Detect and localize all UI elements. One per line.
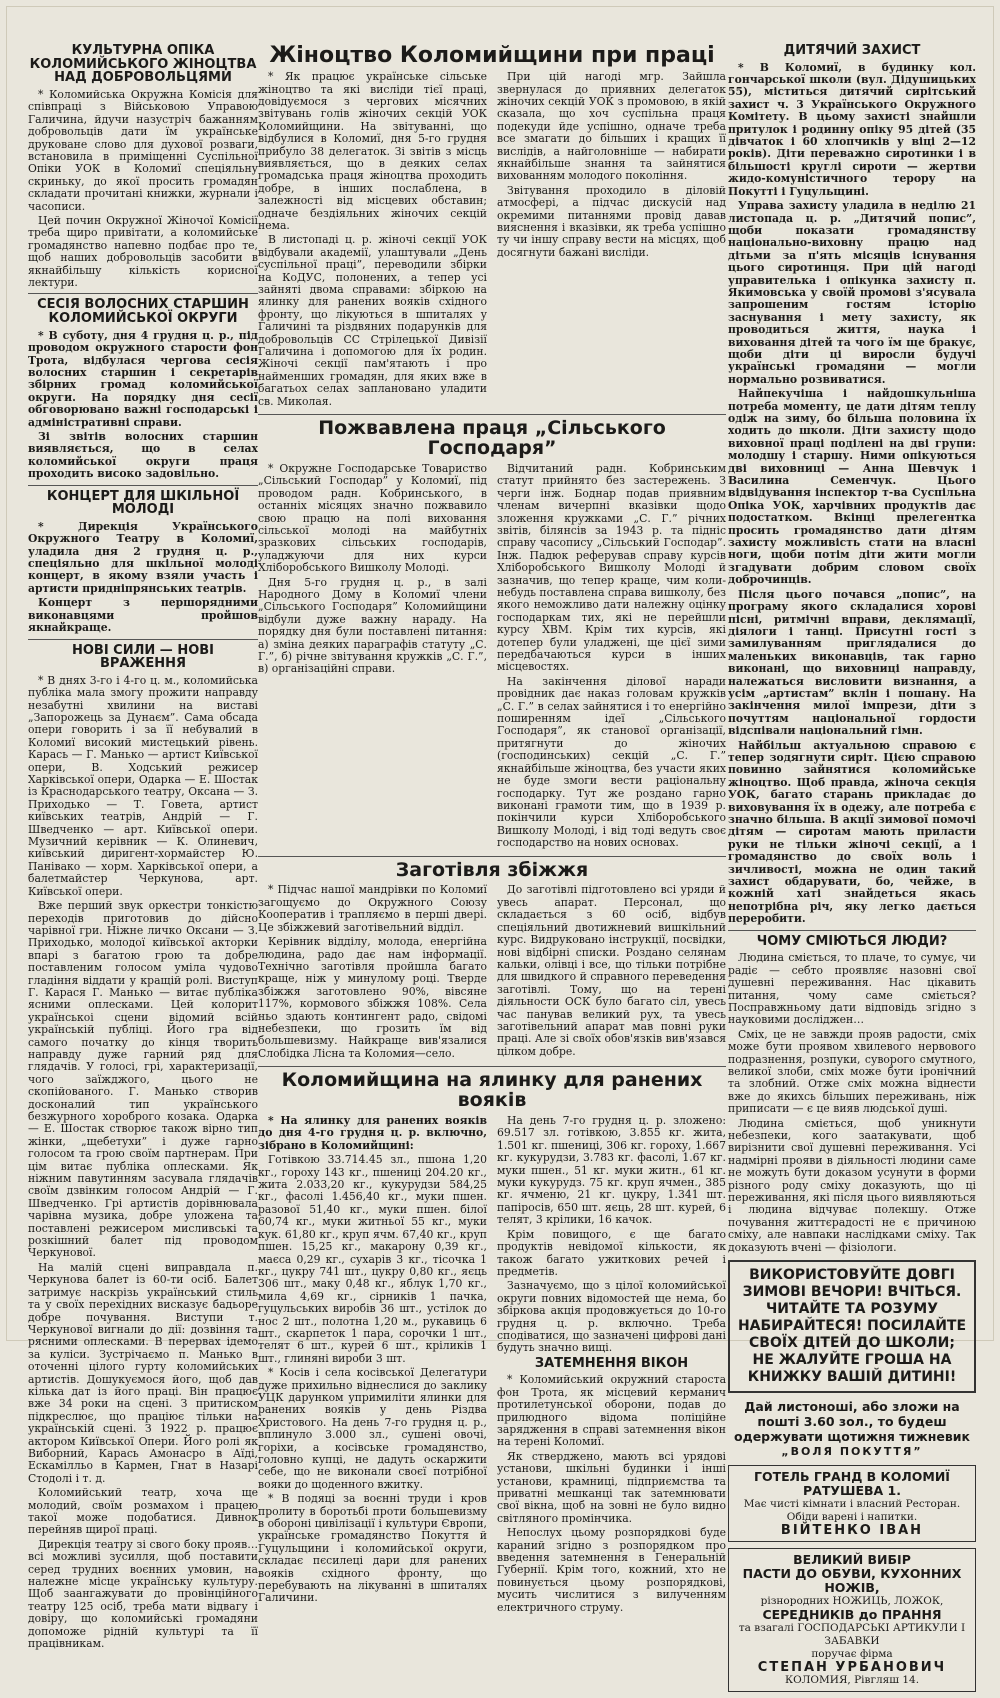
store-ad-line5: та взагалі ГОСПОДАРСЬКІ АРТИКУЛИ І ЗАБАВКИ [738,1622,966,1648]
article-cultural-care [28,89,258,290]
paragraph: * Окружне Господарське Товариство „Сільський Господар” у Коломиї, під проводом радн. Кобринського, в останніх місяцях значно пожвавило свою працю на полі виховання сільської молоді на майбутніх зразкових сільських господарів, уладжуючи для них курси Хліборобського Вишколу Молоді. [258,461,487,575]
article-christmas-tree [258,1115,726,1616]
paragraph: * В днях 3-го і 4-го ц. м., коломийська публіка мала змогу прожити направду незабутні хвилини на виставі „Запорожець за Дунаєм”. Сама обсада опери говорить і за її небувалий в Коломиї високий мистецький рівень. Карась — Г. Манько — артист Київської опери, В. Ходський режисер Харківської опери, Одарка — Е. Шостак із Краснодарського театру, Оксана — З. Приходько — Т. Говета, артист київських театрів, Андрій — Г. Шведченко — арт. Київської опери. Музичний керівник — К. Олиневич, київський диригент-хормайстер Ю. Панівако — хорм. Харківської опери, а балетмайстер Черкунова, арт. Київської опери. [28,673,258,898]
paragraph: Концерт з першорядними виконавцями пройшов якнайкраще. [28,596,258,635]
divider [28,639,258,640]
paragraph: * В суботу, дня 4 грудня ц. р., під проводом окружного старости фон Трота, відбулася чергова сесія волосних старшин і секретарів збірних громад коломийської округи. На порядку дня сесії обговорювано важні господарські і адміністративні справи. [28,328,258,429]
reading-promo-text: ВИКОРИСТОВУЙТЕ ДОВГІ ЗИМОВІ ВЕЧОРИ! ВЧІТЬСЯ. ЧИТАЙТЕ ТА РОЗУМУ НАБИРАЙТЕСЯ! ПОСИЛАЙТЕ СВОЇХ ДІТЕЙ ДО ШКОЛИ; НЕ ЖАЛУЙТЕ ГРОША НА КНИЖКУ ВАШІЙ ДИТИНІ! [737,1267,967,1386]
paragraph: Зі звітів волосних старшин виявляється, що в селах коломийської округи праця проходить високо задовільно. [28,429,258,481]
divider [728,930,976,931]
paragraph: Вже перший звук оркестри тонкістю переходів приготовив до дійсно чарівної гри. Ніжне личко Оксани — З. Приходько, молодої київської акторки впарі з багатою грою та добре поставленим голосом уміла чудово гладіння віддати у кращій ролі. Виступ Г. Карася Г. Манько — витає публіка ясними оплесками. Цей колорит українськоі сцени відомий всій українській публіці. Його гра від самого початку до кінця творить направду дуже гарний ряд для глядачів. У голосі, грі, характеризації, чого заїжджого, цього не скопійованого. Г. Манько створив досконалий тип українського безжурного хороброго козака. Одарка — Е. Шостак створює також вірно тип жінки, „щебетухи” і дуже гарно голосом та грою своїм партнерам. При цім витає публіка оплесками. Як ніжним павутинням засувала глядачів своїм дзвінким голосом Андрій — Г. Шведченко. Грі артистів дорівнювала чарівна музика, добре уложена та поставлені режисером мисливські та розкішний балет під проводом Черкунової. [28,899,258,1260]
article-farmer-work [258,463,726,852]
paragraph: На день 7-го грудня ц. р. зложено: 69.517 зл. готівкою, 3.855 кг. жита, 1.501 кг. пшениці, 306 кг. гороху, 1.667 кг. кукурудзи, 3.783 кг. фасолі, 1.67 кг. муки пшен., 51 кг. муки житн., 61 кг. муки кукурудз. 75 кг. круп ячмен., 385 кг. ячменю, 21 кг. цукру, 1.341 шт. папіросів, 650 шт. яєць, 28 шт. курей, 6 телят, 3 крілики, 16 качок. [497,1114,726,1227]
article-women-at-work [258,71,726,410]
hotel-ad-line2: Обіди варені і напитки. [786,1511,918,1524]
paragraph: Готівкою 33.714.45 зл., пшона 1,20 кг., гороху 143 кг., пшениці 204.20 кг., жита 2.033,20 кг., кукурудзи 584,25 кг., фасолі 1.456,40 кг., муки пшен. разової 51,40 кг., муки пшен. білої 60,74 кг., муки житньої 55 кг., муки кук. 61,80 кг., круп ячм. 67,40 кг., круп пшен. 15,25 кг., макарону 0,39 кг., маєса 0,29 кг., сухарів 3 кг., тісочка 1 кг., цукру 741 шт., цукру 0,80 кг., яєць 306 шт., маку 0,48 кг., яблук 1,70 кг., мила 4,69 кг., сірників 1 пачка, гуцульських виробів 36 шт., устілок до нос 2 шт., полотна 1,20 м., рукавиць 6 шт., скарпеток 1 пара, сорочки 1 шт., телят 6 шт., курей 6 шт., кріликів 1 шт., глиняні вироби 3 шт. [258,1153,487,1365]
article-school-concert [28,521,258,635]
hotel-ad-title: ГОТЕЛЬ ГРАНД В КОЛОМИЇ РАТУШЕВА 1. [754,1469,950,1499]
paragraph: Людина сміється, то плаче, то сумує, чи радіє — себто проявляє назовні свої душевні переживання. Нас цікавить питання, чому саме сміється? Посправжньому дати відповідь згідно з науковими досліджен… [728,951,976,1027]
paragraph: Керівник відділу, молода, енергійна людина, радо дає нам інформації. Технічно заготівля пройшла багато краще, ніж у минулому році. Тверде збіжжя заготовлено 90%, вівсяне 117%, кормового збіжжя 108%. Села ньо здають контингент радо, свідомі небезпеки, що грозить їм від большевизму. Найкраще вив'язалися Слобідка Лісна та Коломия—село. [258,935,487,1060]
store-ad-line1: ВЕЛИКИЙ ВИБІР [793,1552,911,1568]
paragraph: Зазначуємо, що з цілої коломийської округи повних відомостей ще нема, бо збіркова акція продовжується до 10-го грудня ц. р. включно. Треба сподіватися, що зазначені цифрові дані будуть значно вищі. [497,1279,726,1355]
article-elders-session [28,330,258,481]
paragraph: До заготівлі підготовлено всі уряди й увесь апарат. Персонал, що складається з 60 осіб, відбув спеціяльний двотижневий вишкільний курс. Видруковано інструкції, посвідки, нові відбірні списки. Роздано селянам кальки, олівці і все, що тільки потрібне для швидкого й справного переведення заготівлі. Тому, що на терені діяльности ОСК було багато сіл, увесь час панував великий рух, та увесь заготівельний апарат мав повні руки праці. Але зі своїх обов'язків вив'язався цілком добре. [497,883,726,1058]
reading-promo-box [728,1260,976,1393]
headline-grain-procurement: Заготівля збіжжя [395,858,589,881]
article-grain-procurement [258,884,726,1062]
paragraph: * Як працює українське сільське жіноцтво та які висліди тієї праці, довідуємося з чергових місячних звітувань голів жіночих секцій УОК Коломийщини. На звітуванні, що відбулися в Коломиї, дня 5-го грудня прибуло 38 делегаток. Зі звітів з місць виявляється, що в деяких селах громадська праця жіноцтва проходить добре, в інших послаблена, в залежності від місцевих обставин; одначе бездіяльних жіночих секцій нема. [258,70,487,232]
paragraph: * В подяці за воєнні труди і кров пролиту в боротьбі проти большевизму в обороні цивілізації і культури Європи, українське громадянство Покуття й Гуцульщини і коломийської округи, складає пєсилеці дари для ранених вояків східного фронту, що перебувають на лікуванні в шпиталях Галичини. [258,1492,487,1605]
divider [258,414,726,415]
divider [258,856,726,857]
paragraph: Сміх, це не завжди прояв радости, сміх може бути проявом хвилевого нервового подразнення, розпуки, суворого смутного, великої злоби, сміх може бути іронічний та злобний. Отже сміх можна віднести вже до якихсь більших переживань, ніж приписати — є це вияв людської душі. [728,1027,976,1116]
headline-school-concert: КОНЦЕРТ ДЛЯ ШКІЛЬНОЇ МОЛОДІ [46,488,240,518]
headline-why-people-laugh: ЧОМУ СМІЮТЬСЯ ЛЮДИ? [756,933,948,949]
divider [258,1066,726,1067]
subscription-promo [728,1399,976,1459]
store-ad-line3: різнородних НОЖИЦЬ, ЛОЖОК, [760,1595,944,1608]
left-column [28,42,258,1652]
paragraph: Коломийський театр, хоча ще молодий, своїм розмахом і працею такої може подобатися. Дивнок перейняв щирої праці. [28,1486,258,1537]
headline-childrens-shelter: ДИТЯЧИЙ ЗАХИСТ [783,43,921,58]
headline-farmer-work: Пожвавлена праця „Сільського Господаря” [318,417,666,459]
headline-blackout: ЗАТЕМНЕННЯ ВІКОН [534,1355,689,1371]
divider [28,293,258,294]
divider [28,485,258,486]
headline-elders-session: СЕСІЯ ВОЛОСНИХ СТАРШИН КОЛОМИЙСЬКОЇ ОКРУГИ [37,297,249,327]
paragraph: При цій нагоді мгр. Зайшла звернулася до приявних делегаток жіночих секцій УОК з промовою, в якій сказала, що хоч суспільна праця подекуди йде успішно, одначе треба все змагати до більших і кращих її вислідів, а найголовніше — набирати якнайбільше знання та зайнятися вихованням молодого покоління. [497,70,726,183]
newspaper-name: „ВОЛЯ ПОКУТТЯ” [781,1445,923,1459]
paragraph: Непослух цьому розпорядкові буде караний згідно з розпорядком про введення затемнення в Генеральній Губернії. Крім того, кожний, хто не повинується цьому розпорядкові, мусить числитися з вилученням електричного струму. [497,1526,726,1614]
paragraph: Звітування проходило в діловій атмосфері, а підчас дискусій над окремими питаннями провід давав вияснення і вказівки, як треба успішно ту чи іншу справу вести на місцях, щоб досягнути бажані висліди. [497,183,726,259]
headline-women-at-work: Жіноцтво Коломийщини при праці [269,43,715,68]
headline-christmas-tree: Коломийщина на ялинку для ранених вояків [281,1069,703,1112]
paragraph: Після цього почався „попис”, на програму якого складалися хорові пісні, ритмічні вправи, деклямації, діялоги і танці. Присутні гості з замилуванням приглядалися до маленьких виконавців, так гарно виконані, що виховниці направду, належаться висловити визнання, а усім „артистам” вклін і пошану. На закінчення милої імпрези, діти з почуттям національної гордости відспівали національний гімн. [728,587,976,738]
paragraph: Найбільш актуальною справою є тепер зодягнути сиріт. Цією справою повинно зайнятися коломийське жіноцтво. Щоб правда, жіноча секція УОК, багато старань прикладає до виховування їх в одежу, але потреба є значно більша. В акції зимової помочі дітям — сиротам мають приласти руки не тільки жіночі секції, а і громадянство до своїх воль і зичливості, можна не один такий захист обдарувати, бо, чейже, в кожній хаті знайдеться якась непотрібна річ, яку легко дається переробити. [728,738,976,926]
paragraph: На малій сцені виправдала п. Черкунова балет із 60-ти осіб. Балет затримує наскрізь український стиль та у своїх перехідних висказує бадьоре добре почування. Виступи т. Черкунової вигнали до дії: дозвіння та рясними оплесками. В перервах ідемо за куліси. Зустрічаємо п. Манько в оточенні цілого гурту коломийських артистів. Дошукуємося його, щоб дав кілька дат із його праці. Він працює вже 34 роки на сцені. З притиском підкреслює, що праціює тільки на українській сцені. З 1922 р. працює актором Київської Опери. Його ролі як Виборний, Карась Амонасро в Аїді, Ескамілльо в Кармен, Гнат в Назарі Стодолі і т. д. [28,1260,258,1485]
paragraph: * Коломийський окружний староста фон Трота, як місцевий керманич протилетунської оборони, подав до прилюдного відома поліційне зарядження в справі затемнення вікон на терені Коломиї. [497,1373,726,1449]
hotel-ad-line1: Має чисті кімнати і власний Ресторан. [743,1498,961,1511]
paragraph: Крім повищого, є ще багато продуктів невідомої кількости, як також багато ужиткових речей і предметів. [497,1227,726,1278]
article-new-forces [28,675,258,1651]
paragraph: Управа захисту уладила в неділю 21 листопада ц. р. „Дитячий попис”, щоби показати громадянству національно-виховну працю над дітьми за п'ять місяців існування цього сиротинця. При цій нагоді управителька і опікунка захисту п. Якимовська у своїй промові з'ясувала запрошеним гостям історію заснування і мету захисту, як проводиться життя, наука і виховання дітей та чого їм ще бракує, щоби діти ці виросли будучі українські громадяни — могли нормально розвиватися. [728,199,976,386]
paragraph: Цей почин Окружної Жіночої Комісії треба щиро привітати, а коломийське громадянство напевно подбає про те, щоб наших добровольців засобити в якнайбільшу кількість корисної лектури. [28,213,258,290]
paragraph: * Коломийська Окружна Комісія для співпраці з Військовою Управою Галичина, йдучи назустріч бажанням добровольців дати їм українське друковане слово для духової розваги, встановила в приміщенні Суспільної Опіки УОК в Коломиї спеціяльну скриньку, до якої просить громадян складати прочитані книжки, журнали і часописи. [28,87,258,213]
hotel-ad [728,1465,976,1542]
store-ad-line2: ПАСТИ ДО ОБУВИ, КУХОННИХ НОЖІВ, [742,1566,962,1596]
store-ad-line4: СЕРЕДНИКІВ до ПРАННЯ [762,1607,942,1623]
paragraph: На закінчення ділової наради провідник дає наказ головам кружків „С. Г.” в селах зайнятися і то енергійно поширенням ідеї „Сільського Господаря”, як станової організації, притягнути до жіночих (господинських) секцій „С. Г.” якнайбільше жіноцтва, без участи яких не буде змоги вести раціональну господарку. Тут же роздано гарно виконані грамоти тим, що в 1939 р. покінчили курси Хліборобського Вишколу Молоді, і від тоді ведуть своє господарство на нових основах. [497,674,726,850]
hotel-ad-owner: ВІЙТЕНКО ІВАН [780,1523,924,1539]
paragraph: Як стверджено, мають всі урядові установи, шкільні будинки і інші установи, крамниці, підприємства та приватні мешканці так затемнювати свої вікна, щоб на зовні не було видно світляного промінчика. [497,1449,726,1525]
paragraph: * Підчас нашої мандрівки по Коломиї загощуємо до Окружного Союзу Кооператив і трапляємо в перші двері. Це збіжжевий заготівельний відділ. [258,883,487,934]
paragraph: * Косів і села косівської Делегатури дуже прихильно віднеслися до заклику УЦК дарунком упримиліти ялинки для ранених вояків у день Різдва Христового. На день 7-го грудня ц. р., вплинуло 3.000 зл., сушені овочі, горіхи, а косівське громадянство, головно купці, не дадуть оскаржити себе, що не виконали своєї потрібної вояки до щоденного вжитку. [258,1366,487,1491]
paragraph: * На ялинку для ранених вояків до дня 4-го грудня ц. р. включно, зібрано в Коломийщині: [258,1114,487,1152]
center-column [258,42,726,1616]
headline-cultural-care: КУЛЬТУРНА ОПІКА КОЛОМИЙСЬКОГО ЖІНОЦТВА НАД ДОБРОВОЛЬЦЯМИ [29,43,257,86]
article-why-people-laugh [728,952,976,1254]
paragraph: Людина сміється, щоб уникнути небезпеки, кого заатакувати, щоб вирізнити свої душевні переживання. Усі надмірні прояви в діяльності людини саме не можуть бути доказом усунути в форми різного роду сміху доказують, що ці переживання, які після цього виявляються і людина відчуває полекшу. Отже почування життєрадості не є причиною сміху, але навпаки наслідками сміху. Так доказують вчені — фізіологи. [728,1116,976,1254]
store-ad [728,1548,976,1692]
article-childrens-shelter [728,62,976,926]
paragraph: * Дирекція Українського Окружного Театру в Коломиї, уладила дня 2 грудня ц. р., спеціяльно для шкільної молоді концерт, в якому взяли участь і артисти придніпрянських театрів. [28,519,258,595]
paragraph: Дня 5-го грудня ц. р., в залі Народного Дому в Коломиї члени „Сільського Господаря” Коломийщини відбули дуже важну нараду. На порядку дня були поставлені питання: а) зміна деяких параграфів статуту „С. Г.”, б) річне звітування кружків „С. Г.”, в) організаційні справи. [258,575,487,676]
paragraph: Найпекучіша і найдошкульніша потреба моменту, це дати дітям теплу одіж на зиму, бо більша половина їх ходить до школи. Діти захисту щодо виховної праці поділені на дві групи: молодшу і старшу. Ними опікуються дві виховниці — Анна Шевчук і Василина Семенчук. Цього відвідування інспектор т-ва Суспільна Опіка УОК, харчівних продуктів дає подостатком. Вкінці прелегентка просить громадянство дати дітям захисту можливість стати на власні ноги, щоби потім діти жити могли згадувати добрим словом своїх доброчинців. [728,387,976,587]
store-ad-firm: СТЕПАН УРБАНОВИЧ [757,1660,947,1676]
paragraph: В листопаді ц. р. жіночі секції УОК відбували академії, улаштували „День суспільної праці”, переводили збірки на КоДУС, полонених, а тепер усі зайняті двома справами: збіркою на ялинку для ранених вояків східного фронту, що лікуються в шпиталях у Галичині та різдвяних подарунків для добровольців СС Стрілецької Дивізії Галичина і допомогою для їх родин. Жіночі секції пам'ятають і про найменших громадян, для яких вже в багатьох селах заплановано уладити св. Миколая. [258,233,487,408]
headline-new-forces: НОВІ СИЛИ — НОВІ ВРАЖЕННЯ [71,642,215,672]
right-column [728,42,976,1698]
store-ad-address: КОЛОМИЯ, Рівгляш 14. [784,1674,920,1687]
store-ad-line6: поручає фірма [811,1648,893,1661]
paragraph: Відчитаний радн. Кобринським статут прийнято без застережень. З черги інж. Боднар подав приявним членам вичерпні вказівки щодо зложення кружками „С. Г.” річних звітів, білянсів за 1943 р. та підніс справу часопису „Сільський Господар”. Інж. Падюк реферував справу курсів Хліборобського Вишколу Молоді й зазначив, що тепер краще, чим коли-небудь поставлена справа вишколу, без якого неможливо дати належну оцінку господаркам тих, які не перейшли курсу ХВМ. Крім тих курсів, які дотепер були уладжені, ще цієї зими передбачаються курси в інших місцевостях. [497,461,726,674]
subscription-text: Дай листоноші, або зложи на пошті 3.60 зол., то будеш одержувати щотижня тижневик [734,1399,970,1445]
paragraph: * В Коломиї, в будинку кол. гончарської школи (вул. Дідушицьких 55), міститься дитячий сирітський захист ч. 3 Українського Окружного Комітету. В цьому захисті знайшли притулок і родинну опіку 95 дітей (35 дівчаток і 60 хлопчиків у віці 2—12 років). Діти переважно сиротинки і в більшості круглі сироти — жертви жидо-комуністичного терору на Покутті і Гуцульщині. [728,60,976,198]
paragraph: Дирекція театру зі свого боку прояв… всі можливі зусилля, щоб поставити серед трудних воєнних умовин, на належне місце українську культуру. Щоб заангажувати до провінційного театру 125 осіб, треба мати відвагу і довіру, що коломийські громадяни допоможе рідній культурі та її працівникам. [28,1537,258,1651]
